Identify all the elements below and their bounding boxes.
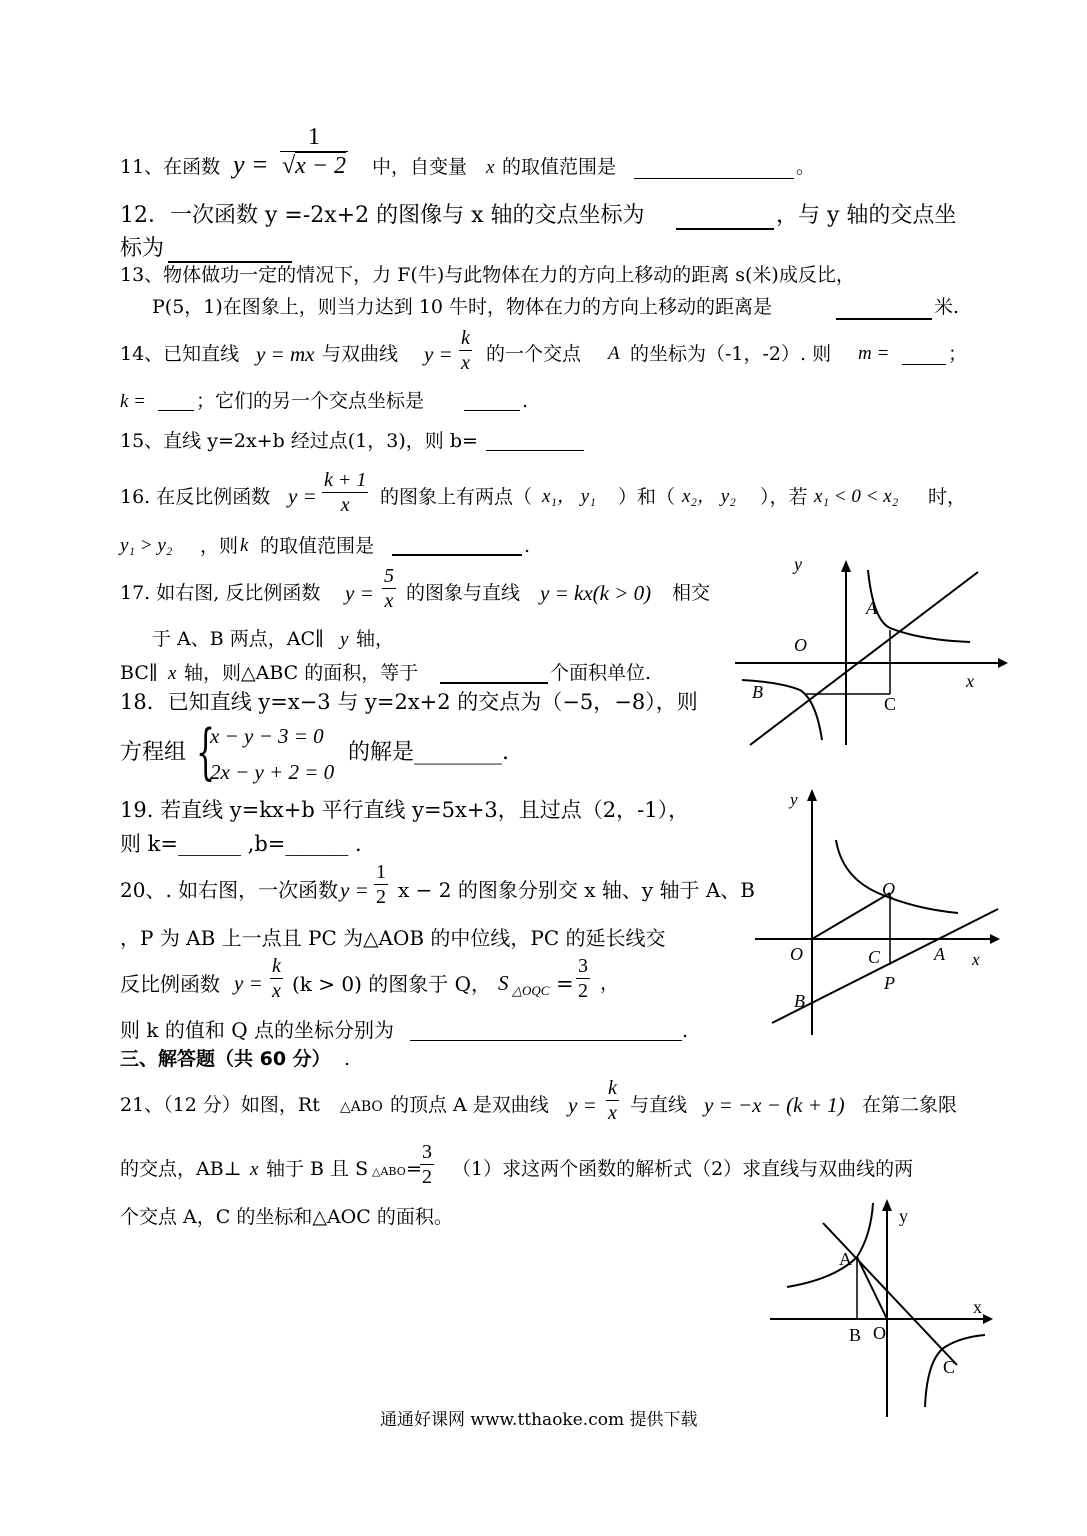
q12-blank-2[interactable] [168,261,292,263]
q21-denominator: x [608,1102,617,1124]
q13-line1: 13、物体做功一定的情况下，力 F(牛)与此物体在力的方向上移动的距离 s(米)成反比， [120,264,855,286]
fig21-label-o: O [873,1323,886,1343]
q21-line2-x: x [250,1159,259,1180]
q13-line2: P(5，1)在图象上，则当力达到 10 牛时，物体在力的方向上移动的距离是 [152,296,773,318]
q21-line3: 个交点 A，C 的坐标和△AOC 的面积。 [120,1206,453,1228]
q20-line2: ，P 为 AB 上一点且 PC 为△AOB 的中位线，PC 的延长线交 [120,926,666,950]
q21-fraction-bar [606,1100,619,1101]
q20-post: x − 2 的图象分别交 x 轴、y 轴于 A、B [398,878,755,902]
q14-k: k = [120,391,147,412]
q16-post: 的图象上有两点（ [380,486,533,508]
q14-point-a: A [608,343,620,364]
q21-y: y = [568,1093,597,1117]
q17-line2: 于 A、B 两点，AC∥ [152,628,324,650]
fig20-label-p: P [884,973,895,993]
q21-line2-equals: = [406,1158,422,1180]
section-3-title: 三、解答题（共 60 分） [120,1048,331,1070]
q11-answer-blank[interactable] [634,178,794,179]
figure-17 [730,550,1010,750]
q17-line3-x: x [168,663,177,684]
fig21-label-b: B [849,1325,862,1345]
q20-answer-blank[interactable] [410,1040,682,1041]
figure-20 [750,785,1015,1040]
q14-middle: 与双曲线 [322,343,399,365]
fig20-label-o: O [790,944,803,964]
q20-dot: . [682,1020,689,1042]
fig20-segment-oq [812,893,890,939]
q16-inequality: y₁ > y₂ [120,535,173,556]
q20-numerator: 1 [376,861,386,883]
q11-post: 的取值范围是 [502,156,617,178]
fig20-label-b: B [794,991,805,1011]
q18-prefix: 方程组 [120,740,187,765]
q14-post2: 的坐标为（-1，-2）. 则 [630,343,832,365]
q11-y: y = [233,150,269,179]
q15-text: 15、直线 y=2x+b 经过点(1，3)，则 b= [120,430,478,452]
fig20-label-y: y [790,790,798,809]
q20-fraction-k [270,956,283,1001]
q14-dot: . [522,390,529,412]
q21-prefix: 21、（12 分）如图，Rt [120,1094,320,1116]
q14-post: 的一个交点 [486,343,582,365]
q12-line1: 12．一次函数 y =-2x+2 的图像与 x 轴的交点坐标为 [120,203,645,228]
q13-answer-blank[interactable] [836,318,932,320]
q16-prefix: 16. 在反比例函数 [120,486,271,508]
fig20-label-c: C [868,947,881,967]
q20-area-denominator: 2 [578,980,588,1002]
q17-numerator: 5 [384,565,394,587]
fig20-linear-function [772,909,998,1023]
q20-k-fraction-bar [270,978,283,979]
q21-triangle: △ABO [340,1099,383,1115]
q14-fraction-bar [459,350,472,351]
section-3-dot: . [344,1048,351,1070]
q21-line2c: （1）求这两个函数的解析式（2）求直线与双曲线的两 [452,1158,914,1180]
fig17-label-x: x [966,671,974,691]
q15-answer-blank[interactable] [486,450,584,451]
fig17-line [750,572,978,745]
q17-fraction [382,566,396,611]
q21-area-numerator: 3 [422,1141,432,1163]
fig21-y-arrow-icon [882,1199,892,1211]
fig20-hyperbola [836,840,958,913]
fig21-label-y: y [899,1206,908,1226]
q20-line3b: (k > 0) 的图象于 Q， [292,972,492,996]
q21-line2-subscript: △ABO [372,1165,406,1178]
fig17-x-arrow-icon [998,658,1008,668]
fig20-x-arrow-icon [990,934,1000,944]
q11-numerator: 1 [308,124,321,150]
q11-x: x [486,157,495,178]
q18-line1: 18．已知直线 y=x−3 与 y=2x+2 的交点为（−5，−8），则 [120,690,698,714]
q20-s-subscript: △OQC [512,983,550,998]
q16-fraction-bar [322,492,368,493]
q16-answer-blank[interactable] [392,554,522,556]
q17-equation: y = kx(k > 0) [540,581,652,605]
q21-post2: 在第二象限 [862,1094,958,1116]
q14-eq1: y = mx [256,342,315,366]
q14-blank-k[interactable] [158,410,194,411]
q11-middle: 中，自变量 [372,156,468,178]
q17-y: y = [345,581,374,605]
q16-denominator: x [340,494,350,516]
q17-denominator: x [384,590,394,612]
q16-fraction [322,470,368,515]
q16-middle: ）和（ [618,486,676,508]
q11-fraction [280,125,348,178]
q16-y: y = [288,484,317,508]
q16-k: k [240,535,249,556]
q19-line1: 19. 若直线 y=kx+b 平行直线 y=5x+3，且过点（2，-1）， [120,798,690,822]
fig20-label-q: Q [882,879,895,899]
q17-post: 的图象与直线 [406,582,521,604]
q14-y: y = [424,342,453,366]
q17-line3c: 个面积单位. [550,662,652,684]
fig21-label-x: x [973,1297,982,1317]
q14-m: m = [858,343,890,364]
q12-middle: ，与 y 轴的交点坐 [776,203,957,228]
q17-fraction-bar [382,588,396,589]
q20-prefix: 20、. 如右图，一次函数 [120,878,339,902]
q20-comma: ， [600,972,620,994]
fig17-label-c: C [884,694,897,714]
footer-text: 通通好课网 www.tthaoke.com 提供下载 [380,1410,698,1430]
q16-condition: x₁ < 0 < x₂ [814,486,899,507]
fig21-x-arrow-icon [983,1314,993,1324]
q21-line2a: 的交点，AB⊥ [120,1158,242,1180]
q17-line3: BC∥ [120,662,158,684]
q12-blank-1[interactable] [676,228,774,230]
q16-line2c: 的取值范围是 [260,535,375,557]
fig17-label-a: A [866,598,877,618]
fig20-label-x: x [972,950,980,969]
fig20-y-arrow-icon [807,789,817,801]
q20-equals: = [556,972,574,996]
fig21-label-c: C [943,1357,956,1377]
fig21-segment-ao [857,1257,887,1319]
q21-numerator: k [608,1077,617,1099]
q14-denominator: x [461,352,470,374]
q16-point2: x₂， y₂ [682,486,736,507]
q17-line3b: 轴，则△ABC 的面积，等于 [184,662,419,684]
q17-prefix: 17. 如右图, 反比例函数 [120,582,321,604]
q20-line3-y: y = [234,971,263,995]
q20-fraction [374,862,388,907]
q20-k-numerator: k [272,955,281,977]
q14-prefix: 14、已知直线 [120,343,240,365]
q21-fraction [606,1078,619,1123]
q11-denominator: √x − 2 [282,153,347,179]
q13-unit: 米. [934,296,960,318]
fig17-label-b: B [752,682,763,702]
fig21-label-a: A [839,1249,852,1269]
q14-semicolon: ； [948,343,968,365]
fig20-label-a: A [934,944,945,964]
q20-s: S [498,971,509,995]
q20-line4: 则 k 的值和 Q 点的坐标分别为 [120,1018,394,1042]
q12-line2: 标为 [120,236,165,261]
q21-area-denominator: 2 [422,1166,432,1188]
q20-area-fraction [576,956,590,1001]
fig21-hyperbola-upper [787,1203,873,1287]
q14-numerator: k [461,327,470,349]
q19-line2: 则 k=______ ,b=______ . [120,832,362,856]
q16-line2b: ，则 [200,535,239,557]
q11-radicand: x − 2 [295,153,347,179]
q20-area-fraction-bar [576,978,590,979]
q17-answer-blank[interactable] [440,682,548,684]
q17-line2-y: y [340,629,349,650]
q18-brace: { [196,717,216,787]
q20-y: y = [340,878,369,902]
q16-point1: x₁， y₁ [542,486,596,507]
fig17-label-o: O [794,635,807,655]
q20-area-numerator: 3 [578,955,588,977]
q16-dot: . [524,535,531,557]
q21-post: 与直线 [630,1094,688,1116]
q16-post2: ），若 [760,486,808,508]
q21-area-fraction-bar [420,1164,434,1165]
q11-prefix: 11、在函数 [120,156,221,178]
q14-blank-point[interactable] [464,410,520,411]
q20-k-denominator: x [272,980,281,1002]
q18-eq2: 2x − y + 2 = 0 [210,760,335,784]
q16-numerator: k + 1 [324,469,367,491]
figure-21 [765,1195,1005,1420]
fig17-hyperbola-right [868,570,970,642]
q20-fraction-bar [374,884,388,885]
q18-eq1: x − y − 3 = 0 [210,724,324,748]
fig17-label-y: y [794,554,802,574]
q14-line2: ；它们的另一个交点坐标是 [196,390,425,412]
fig21-line [823,1223,957,1365]
q17-post2: 相交 [672,582,711,604]
q21-line2b: 轴于 B 且 S [266,1158,369,1180]
q21-middle: 的顶点 A 是双曲线 [390,1094,549,1116]
q16-time: 时， [928,486,967,508]
q18-post: 的解是________. [348,740,509,765]
q20-denominator: 2 [376,886,386,908]
fig17-y-arrow-icon [841,560,851,572]
q17-line2b: 轴， [356,628,395,650]
q11-end: 。 [796,156,816,178]
q20-line3a: 反比例函数 [120,972,220,996]
q14-fraction [459,328,472,373]
q14-blank-m[interactable] [902,364,946,365]
q21-equation: y = −x − (k + 1) [704,1093,845,1117]
q21-area-fraction [420,1142,434,1187]
